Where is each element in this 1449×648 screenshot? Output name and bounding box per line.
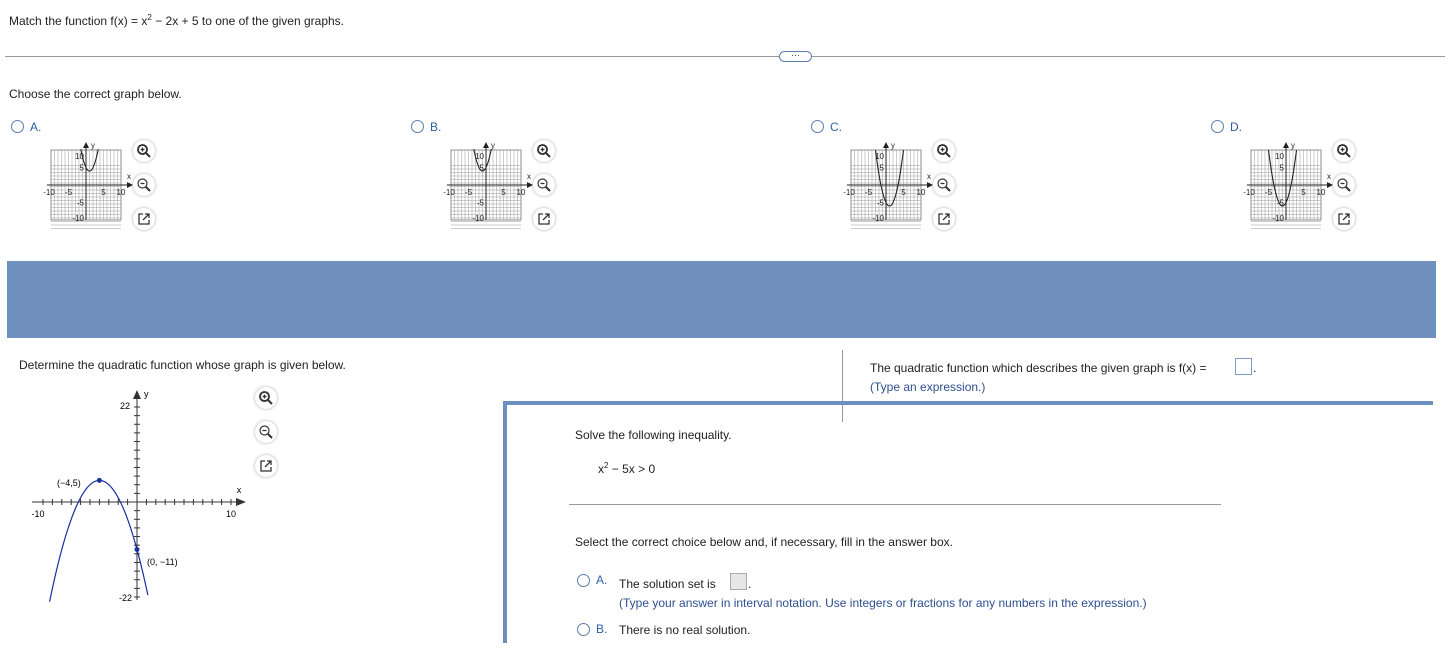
zoom-out-button[interactable] [533, 174, 555, 196]
x-var-label: x [527, 172, 531, 181]
x-left-label: -10 [843, 188, 855, 197]
answer-hint: (Type an expression.) [870, 380, 986, 394]
y-neg-mid-label: -5 [876, 198, 884, 208]
panel-divider-vertical [842, 350, 843, 422]
y-bottom-label: -10 [872, 214, 884, 223]
y-top-label: 10 [1275, 152, 1284, 161]
zoom-in-icon [136, 143, 152, 159]
x-mid-label: 5 [501, 188, 506, 197]
graph-option-a-letter: A. [30, 120, 42, 134]
zoom-in-button[interactable] [533, 140, 555, 162]
x-left-label: -10 [43, 188, 55, 197]
y-var-label: y [1291, 141, 1295, 150]
x-neg-mid-label: -5 [864, 188, 873, 197]
graph-option-b-radio[interactable] [411, 120, 424, 133]
vertex-label: (−4,5) [57, 478, 81, 488]
graph-option-c-letter: C. [830, 120, 842, 134]
function-answer-input[interactable] [1235, 358, 1252, 375]
y-top-label: 10 [875, 152, 884, 161]
option-b-text: There is no real solution. [619, 623, 751, 637]
blue-band [7, 261, 1436, 338]
x-left-label: -10 [443, 188, 455, 197]
y-mid-label: 5 [479, 163, 484, 173]
graph-option-c-thumbnail[interactable] [829, 140, 929, 230]
zoom-out-icon [936, 177, 952, 193]
overlay-frame-left [503, 401, 507, 643]
x-var-label: x [236, 485, 242, 495]
y-mid-label: 5 [79, 163, 84, 173]
x-mid-label: 5 [101, 188, 106, 197]
y-var-label: y [144, 389, 149, 399]
divider-inequality [569, 504, 1221, 505]
option-a-letter: A. [596, 573, 608, 587]
intercept-label: (0, −11) [147, 557, 178, 567]
zoom-out-icon [1336, 177, 1352, 193]
graph-option-d-letter: D. [1230, 120, 1242, 134]
open-new-window-icon [536, 211, 552, 227]
option-b-radio[interactable] [577, 623, 590, 636]
open-new-window-icon [136, 211, 152, 227]
overlay-frame-top [503, 401, 1433, 405]
option-a-text: The solution set is [619, 577, 716, 591]
y-neg-mid-label: -5 [76, 198, 84, 208]
open-new-window-button[interactable] [533, 208, 555, 230]
y-bottom-label: -10 [472, 214, 484, 223]
question-text: Match the function $f(x) = x^2 - 2x + 5$ to one of the given graphs. [9, 13, 344, 28]
option-a-suffix: . [748, 577, 752, 591]
y-var-label: y [891, 141, 895, 150]
y-top-label: 10 [475, 152, 484, 161]
open-new-window-icon [1336, 211, 1352, 227]
graph-option-b-thumbnail[interactable] [429, 140, 529, 230]
option-a-radio[interactable] [577, 574, 590, 587]
zoom-out-button[interactable] [933, 174, 955, 196]
more-button[interactable]: ··· [779, 51, 812, 62]
y-neg-mid-label: -5 [1276, 198, 1284, 208]
intercept-point [135, 547, 140, 552]
x-neg-mid-label: -5 [64, 188, 73, 197]
y-bottom-label: -10 [72, 214, 84, 223]
quadratic-graph [20, 385, 255, 605]
open-new-window-icon [936, 211, 952, 227]
zoom-out-icon [136, 177, 152, 193]
x-right-label: 10 [1316, 188, 1326, 197]
zoom-in-button[interactable] [1333, 140, 1355, 162]
graph-x-arrow [236, 498, 246, 506]
zoom-out-icon [536, 177, 552, 193]
option-b-letter: B. [596, 622, 608, 636]
solution-set-input[interactable] [730, 573, 747, 590]
graph-option-c-radio[interactable] [811, 120, 824, 133]
open-new-window-icon [258, 458, 274, 474]
x-right-label: 10 [225, 509, 237, 519]
graph-y-arrow [133, 390, 141, 399]
y-top-label: 10 [75, 152, 84, 161]
problem2-instruction: Determine the quadratic function whose graph is given below. [19, 358, 346, 372]
zoom-in-icon [258, 390, 274, 406]
x-right-label: 10 [116, 188, 126, 197]
y-var-label: y [91, 141, 95, 150]
inequality-expression: $x^2 - 5x > 0$ [598, 461, 656, 476]
zoom-in-icon [1336, 143, 1352, 159]
option-a-hint: (Type your answer in interval notation. Use integers or fractions for any numbers in the expression.) [619, 596, 1147, 610]
zoom-in-button[interactable] [255, 387, 277, 409]
open-new-window-button[interactable] [1333, 208, 1355, 230]
zoom-in-button[interactable] [133, 140, 155, 162]
zoom-out-button[interactable] [255, 421, 277, 443]
zoom-in-icon [536, 143, 552, 159]
graph-option-a-radio[interactable] [11, 120, 24, 133]
graph-option-d-thumbnail[interactable] [1229, 140, 1329, 230]
x-var-label: x [1327, 172, 1331, 181]
y-bottom-label: -22 [118, 593, 132, 603]
x-neg-mid-label: -5 [464, 188, 473, 197]
zoom-in-icon [936, 143, 952, 159]
y-neg-mid-label: -5 [476, 198, 484, 208]
x-mid-label: 5 [1301, 188, 1306, 197]
vertex-point [97, 478, 102, 483]
open-new-window-button[interactable] [933, 208, 955, 230]
inequality-instruction: Solve the following inequality. [575, 428, 732, 442]
x-right-label: 10 [516, 188, 526, 197]
graph-option-d-radio[interactable] [1211, 120, 1224, 133]
graph-option-b-letter: B. [430, 120, 442, 134]
open-new-window-button[interactable] [133, 208, 155, 230]
x-var-label: x [127, 172, 131, 181]
answer-prompt: The quadratic function which describes the given graph is f(x) = [870, 361, 1207, 375]
y-bottom-label: -10 [1272, 214, 1284, 223]
x-var-label: x [927, 172, 931, 181]
open-new-window-button[interactable] [255, 455, 277, 477]
y-mid-label: 5 [1279, 163, 1284, 173]
zoom-out-button[interactable] [133, 174, 155, 196]
y-mid-label: 5 [879, 163, 884, 173]
choose-instruction: Choose the correct graph below. [9, 87, 182, 101]
graph-option-a-thumbnail[interactable] [29, 140, 129, 230]
answer-suffix: . [1253, 361, 1257, 375]
parabola-curve [50, 480, 148, 601]
y-var-label: y [491, 141, 495, 150]
zoom-in-button[interactable] [933, 140, 955, 162]
x-mid-label: 5 [901, 188, 906, 197]
x-left-label: -10 [1243, 188, 1255, 197]
select-instruction: Select the correct choice below and, if necessary, fill in the answer box. [575, 535, 953, 549]
zoom-out-icon [258, 424, 274, 440]
y-top-label: 22 [119, 401, 130, 411]
x-left-label: -10 [31, 509, 45, 519]
x-neg-mid-label: -5 [1264, 188, 1273, 197]
x-right-label: 10 [916, 188, 926, 197]
zoom-out-button[interactable] [1333, 174, 1355, 196]
divider-top [5, 56, 1445, 57]
